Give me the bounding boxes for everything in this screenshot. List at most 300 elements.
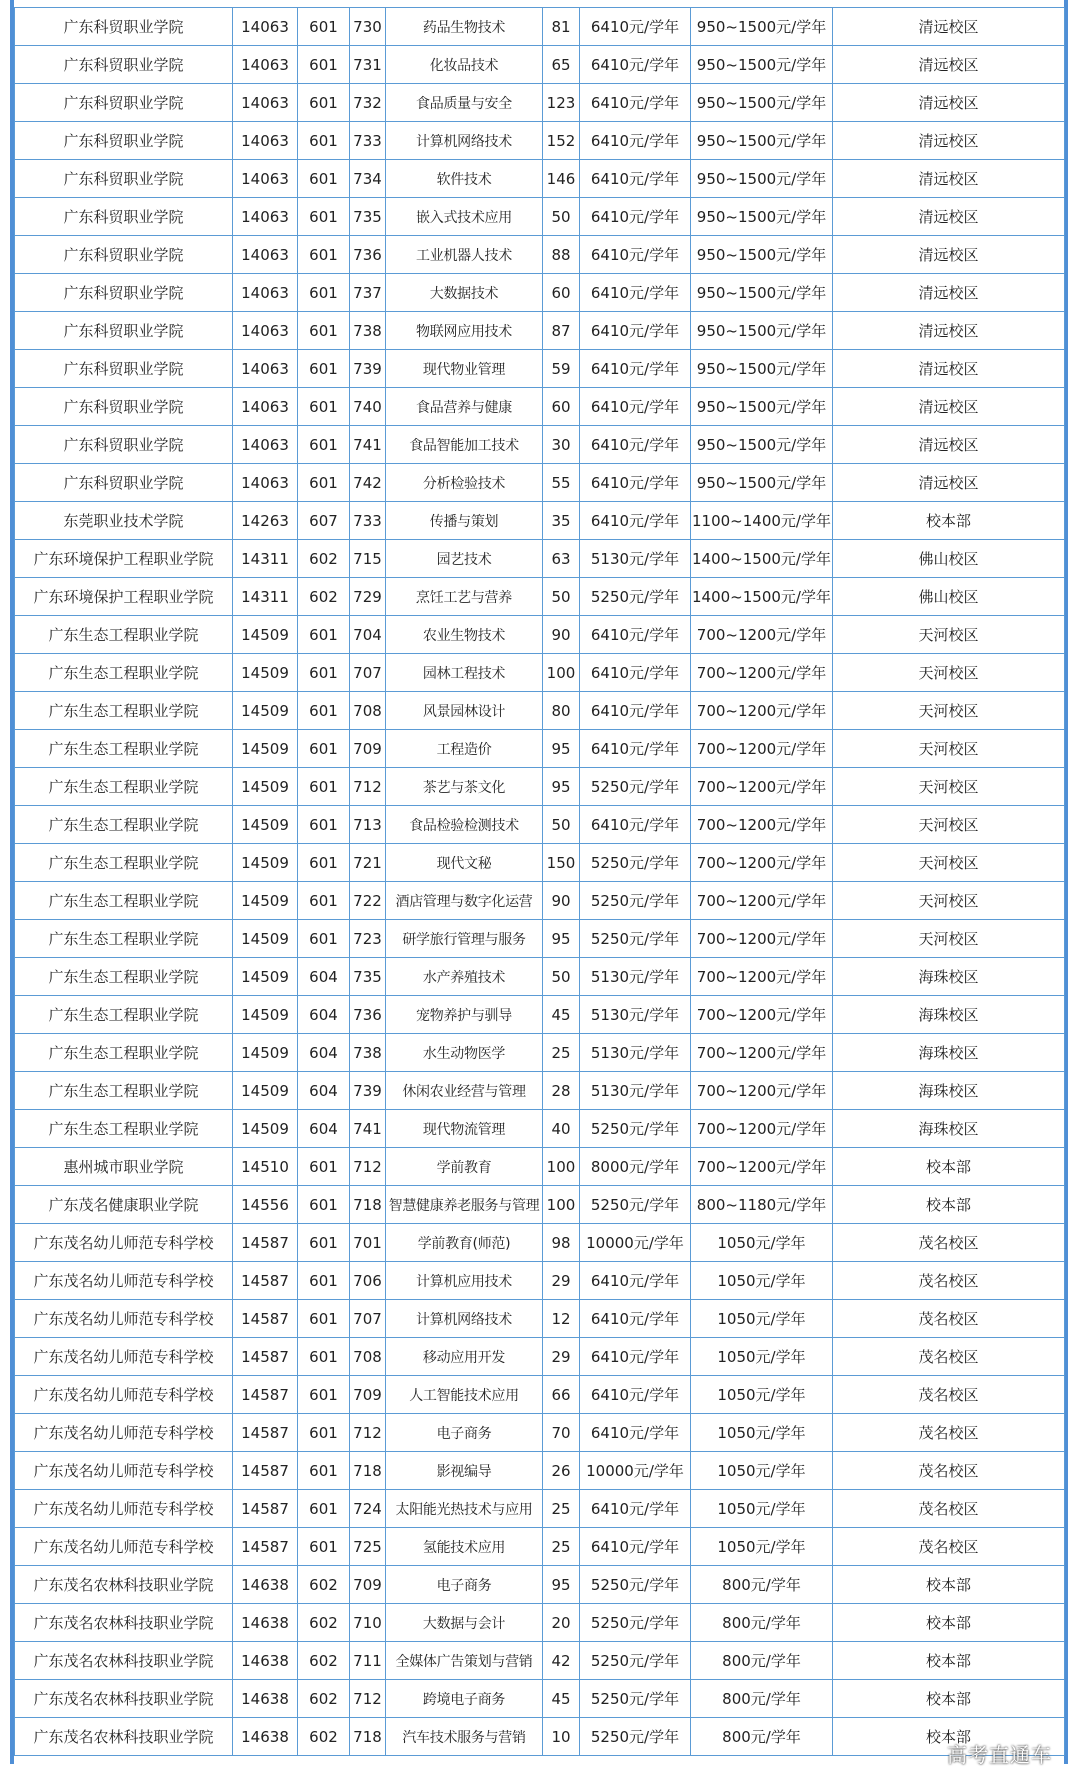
campus-cell: 清远校区 <box>833 312 1065 350</box>
major-name-cell: 氢能技术应用 <box>386 1528 543 1566</box>
school-name-cell: 广东茂名幼儿师范专科学校 <box>15 1300 233 1338</box>
enrollment-cell: 100 <box>543 654 580 692</box>
major-name-cell: 计算机网络技术 <box>386 122 543 160</box>
campus-cell: 清远校区 <box>833 350 1065 388</box>
table-row <box>15 426 1065 464</box>
tuition-cell: 6410元/学年 <box>580 1528 691 1566</box>
major-name-cell: 药品生物技术 <box>386 8 543 46</box>
school-name-cell: 广东生态工程职业学院 <box>15 730 233 768</box>
school-code-cell: 14063 <box>233 236 298 274</box>
table-row <box>15 1642 1065 1680</box>
school-name-cell: 广东茂名农林科技职业学院 <box>15 1718 233 1756</box>
major-name-cell: 现代物业管理 <box>386 350 543 388</box>
table-row <box>15 350 1065 388</box>
school-name-cell: 广东茂名幼儿师范专科学校 <box>15 1338 233 1376</box>
tuition-cell: 5250元/学年 <box>580 1642 691 1680</box>
campus-cell: 茂名校区 <box>833 1376 1065 1414</box>
dorm-fee-cell: 700~1200元/学年 <box>691 1034 833 1072</box>
tuition-cell: 6410元/学年 <box>580 236 691 274</box>
major-code-cell: 736 <box>350 236 386 274</box>
plan-code-cell: 601 <box>298 1262 350 1300</box>
campus-cell: 校本部 <box>833 1148 1065 1186</box>
table-row <box>15 84 1065 122</box>
tuition-cell: 6410元/学年 <box>580 1300 691 1338</box>
dorm-fee-cell: 1050元/学年 <box>691 1452 833 1490</box>
dorm-fee-cell: 700~1200元/学年 <box>691 692 833 730</box>
major-code-cell: 712 <box>350 1414 386 1452</box>
major-code-cell: 739 <box>350 1072 386 1110</box>
table-row <box>15 882 1065 920</box>
school-code-cell: 14063 <box>233 122 298 160</box>
school-name-cell: 广东茂名幼儿师范专科学校 <box>15 1376 233 1414</box>
major-code-cell: 713 <box>350 806 386 844</box>
major-name-cell: 嵌入式技术应用 <box>386 198 543 236</box>
tuition-cell: 6410元/学年 <box>580 198 691 236</box>
dorm-fee-cell: 1050元/学年 <box>691 1262 833 1300</box>
table-row <box>15 1718 1065 1756</box>
school-code-cell: 14587 <box>233 1262 298 1300</box>
table-row <box>15 502 1065 540</box>
enrollment-cell: 50 <box>543 578 580 616</box>
major-name-cell: 电子商务 <box>386 1566 543 1604</box>
enrollment-cell: 50 <box>543 958 580 996</box>
plan-code-cell: 601 <box>298 464 350 502</box>
enrollment-cell: 70 <box>543 1414 580 1452</box>
tuition-cell: 5250元/学年 <box>580 1566 691 1604</box>
major-name-cell: 汽车技术服务与营销 <box>386 1718 543 1756</box>
major-name-cell: 风景园林设计 <box>386 692 543 730</box>
plan-code-cell: 602 <box>298 578 350 616</box>
campus-cell: 清远校区 <box>833 198 1065 236</box>
major-name-cell: 学前教育(师范) <box>386 1224 543 1262</box>
enrollment-cell: 29 <box>543 1262 580 1300</box>
school-name-cell: 广东科贸职业学院 <box>15 8 233 46</box>
major-name-cell: 计算机应用技术 <box>386 1262 543 1300</box>
tuition-cell: 5250元/学年 <box>580 1680 691 1718</box>
enrollment-cell: 25 <box>543 1034 580 1072</box>
enrollment-cell: 40 <box>543 1110 580 1148</box>
major-code-cell: 729 <box>350 578 386 616</box>
school-code-cell: 14587 <box>233 1490 298 1528</box>
major-code-cell: 708 <box>350 692 386 730</box>
table-row <box>15 996 1065 1034</box>
campus-cell: 天河校区 <box>833 654 1065 692</box>
enrollment-cell: 45 <box>543 996 580 1034</box>
plan-code-cell: 601 <box>298 350 350 388</box>
tuition-cell: 5250元/学年 <box>580 882 691 920</box>
table-row <box>15 1566 1065 1604</box>
major-name-cell: 茶艺与茶文化 <box>386 768 543 806</box>
enrollment-cell: 60 <box>543 274 580 312</box>
school-name-cell: 广东茂名幼儿师范专科学校 <box>15 1224 233 1262</box>
enrollment-cell: 88 <box>543 236 580 274</box>
table-row <box>15 1186 1065 1224</box>
plan-code-cell: 601 <box>298 122 350 160</box>
school-name-cell: 惠州城市职业学院 <box>15 1148 233 1186</box>
plan-code-cell: 602 <box>298 1566 350 1604</box>
tuition-cell: 6410元/学年 <box>580 692 691 730</box>
table-row <box>15 1604 1065 1642</box>
major-name-cell: 农业生物技术 <box>386 616 543 654</box>
table-row <box>15 616 1065 654</box>
major-code-cell: 718 <box>350 1718 386 1756</box>
campus-cell: 天河校区 <box>833 920 1065 958</box>
table-row <box>15 540 1065 578</box>
school-name-cell: 东莞职业技术学院 <box>15 502 233 540</box>
major-code-cell: 734 <box>350 160 386 198</box>
campus-cell: 清远校区 <box>833 46 1065 84</box>
table-row <box>15 1034 1065 1072</box>
enrollment-cell: 50 <box>543 806 580 844</box>
dorm-fee-cell: 950~1500元/学年 <box>691 8 833 46</box>
school-name-cell: 广东科贸职业学院 <box>15 198 233 236</box>
school-name-cell: 广东生态工程职业学院 <box>15 1034 233 1072</box>
major-name-cell: 休闲农业经营与管理 <box>386 1072 543 1110</box>
major-name-cell: 分析检验技术 <box>386 464 543 502</box>
campus-cell: 清远校区 <box>833 8 1065 46</box>
table-row <box>15 730 1065 768</box>
school-name-cell: 广东科贸职业学院 <box>15 122 233 160</box>
school-name-cell: 广东环境保护工程职业学院 <box>15 578 233 616</box>
major-name-cell: 软件技术 <box>386 160 543 198</box>
campus-cell: 清远校区 <box>833 84 1065 122</box>
school-code-cell: 14587 <box>233 1300 298 1338</box>
tuition-cell: 6410元/学年 <box>580 502 691 540</box>
campus-cell: 天河校区 <box>833 768 1065 806</box>
tuition-cell: 6410元/学年 <box>580 84 691 122</box>
major-code-cell: 710 <box>350 1604 386 1642</box>
dorm-fee-cell: 700~1200元/学年 <box>691 920 833 958</box>
campus-cell: 校本部 <box>833 502 1065 540</box>
campus-cell: 茂名校区 <box>833 1414 1065 1452</box>
tuition-cell: 5250元/学年 <box>580 768 691 806</box>
major-code-cell: 712 <box>350 1680 386 1718</box>
major-name-cell: 食品营养与健康 <box>386 388 543 426</box>
plan-code-cell: 604 <box>298 996 350 1034</box>
campus-cell: 天河校区 <box>833 806 1065 844</box>
enrollment-cell: 63 <box>543 540 580 578</box>
dorm-fee-cell: 700~1200元/学年 <box>691 654 833 692</box>
dorm-fee-cell: 1050元/学年 <box>691 1300 833 1338</box>
plan-code-cell: 602 <box>298 1604 350 1642</box>
major-name-cell: 现代文秘 <box>386 844 543 882</box>
tuition-cell: 6410元/学年 <box>580 1376 691 1414</box>
enrollment-cell: 30 <box>543 426 580 464</box>
school-name-cell: 广东茂名幼儿师范专科学校 <box>15 1528 233 1566</box>
table-row <box>15 1414 1065 1452</box>
school-code-cell: 14509 <box>233 844 298 882</box>
major-code-cell: 724 <box>350 1490 386 1528</box>
school-code-cell: 14509 <box>233 920 298 958</box>
school-name-cell: 广东生态工程职业学院 <box>15 882 233 920</box>
dorm-fee-cell: 950~1500元/学年 <box>691 312 833 350</box>
campus-cell: 茂名校区 <box>833 1338 1065 1376</box>
school-name-cell: 广东环境保护工程职业学院 <box>15 540 233 578</box>
school-code-cell: 14063 <box>233 312 298 350</box>
school-code-cell: 14638 <box>233 1680 298 1718</box>
tuition-cell: 5250元/学年 <box>580 578 691 616</box>
table-row <box>15 1338 1065 1376</box>
plan-code-cell: 602 <box>298 1642 350 1680</box>
plan-code-cell: 601 <box>298 84 350 122</box>
table-row <box>15 274 1065 312</box>
enrollment-cell: 59 <box>543 350 580 388</box>
tuition-cell: 10000元/学年 <box>580 1452 691 1490</box>
school-code-cell: 14509 <box>233 806 298 844</box>
enrollment-cell: 81 <box>543 8 580 46</box>
school-name-cell: 广东生态工程职业学院 <box>15 806 233 844</box>
tuition-cell: 5130元/学年 <box>580 1072 691 1110</box>
enrollment-cell: 25 <box>543 1490 580 1528</box>
tuition-cell: 5130元/学年 <box>580 958 691 996</box>
school-name-cell: 广东茂名健康职业学院 <box>15 1186 233 1224</box>
enrollment-cell: 87 <box>543 312 580 350</box>
major-name-cell: 宠物养护与驯导 <box>386 996 543 1034</box>
dorm-fee-cell: 700~1200元/学年 <box>691 806 833 844</box>
plan-code-cell: 601 <box>298 1338 350 1376</box>
dorm-fee-cell: 1050元/学年 <box>691 1376 833 1414</box>
enrollment-cell: 100 <box>543 1148 580 1186</box>
enrollment-cell: 12 <box>543 1300 580 1338</box>
dorm-fee-cell: 800元/学年 <box>691 1718 833 1756</box>
dorm-fee-cell: 1050元/学年 <box>691 1490 833 1528</box>
enrollment-cell: 60 <box>543 388 580 426</box>
major-name-cell: 化妆品技术 <box>386 46 543 84</box>
campus-cell: 海珠校区 <box>833 996 1065 1034</box>
dorm-fee-cell: 700~1200元/学年 <box>691 1072 833 1110</box>
school-name-cell: 广东生态工程职业学院 <box>15 692 233 730</box>
school-name-cell: 广东茂名幼儿师范专科学校 <box>15 1414 233 1452</box>
major-code-cell: 735 <box>350 958 386 996</box>
school-code-cell: 14587 <box>233 1528 298 1566</box>
school-name-cell: 广东科贸职业学院 <box>15 46 233 84</box>
dorm-fee-cell: 950~1500元/学年 <box>691 46 833 84</box>
table-row <box>15 806 1065 844</box>
school-code-cell: 14509 <box>233 730 298 768</box>
campus-cell: 清远校区 <box>833 388 1065 426</box>
dorm-fee-cell: 1400~1500元/学年 <box>691 578 833 616</box>
plan-code-cell: 601 <box>298 1452 350 1490</box>
major-name-cell: 现代物流管理 <box>386 1110 543 1148</box>
tuition-cell: 6410元/学年 <box>580 1338 691 1376</box>
major-name-cell: 计算机网络技术 <box>386 1300 543 1338</box>
campus-cell: 天河校区 <box>833 616 1065 654</box>
campus-cell: 清远校区 <box>833 236 1065 274</box>
table-row <box>15 1376 1065 1414</box>
dorm-fee-cell: 950~1500元/学年 <box>691 122 833 160</box>
school-code-cell: 14509 <box>233 1072 298 1110</box>
enrollment-cell: 123 <box>543 84 580 122</box>
plan-code-cell: 601 <box>298 1528 350 1566</box>
table-row <box>15 464 1065 502</box>
major-name-cell: 水产养殖技术 <box>386 958 543 996</box>
tuition-cell: 6410元/学年 <box>580 654 691 692</box>
dorm-fee-cell: 1050元/学年 <box>691 1224 833 1262</box>
tuition-cell: 6410元/学年 <box>580 46 691 84</box>
enrollment-cell: 50 <box>543 198 580 236</box>
tuition-cell: 6410元/学年 <box>580 730 691 768</box>
enrollment-cell: 10 <box>543 1718 580 1756</box>
table-row <box>15 160 1065 198</box>
school-code-cell: 14509 <box>233 882 298 920</box>
plan-code-cell: 601 <box>298 8 350 46</box>
table-row <box>15 768 1065 806</box>
dorm-fee-cell: 800元/学年 <box>691 1604 833 1642</box>
table-row <box>15 1528 1065 1566</box>
school-code-cell: 14263 <box>233 502 298 540</box>
campus-cell: 校本部 <box>833 1186 1065 1224</box>
major-code-cell: 723 <box>350 920 386 958</box>
campus-cell: 清远校区 <box>833 274 1065 312</box>
major-code-cell: 736 <box>350 996 386 1034</box>
major-name-cell: 食品质量与安全 <box>386 84 543 122</box>
enrollment-cell: 35 <box>543 502 580 540</box>
table-row <box>15 1148 1065 1186</box>
major-code-cell: 741 <box>350 426 386 464</box>
plan-code-cell: 601 <box>298 426 350 464</box>
plan-code-cell: 601 <box>298 1186 350 1224</box>
school-name-cell: 广东科贸职业学院 <box>15 388 233 426</box>
school-code-cell: 14587 <box>233 1452 298 1490</box>
major-code-cell: 712 <box>350 768 386 806</box>
enrollment-cell: 100 <box>543 1186 580 1224</box>
tuition-cell: 6410元/学年 <box>580 274 691 312</box>
table-row <box>15 1072 1065 1110</box>
school-code-cell: 14587 <box>233 1414 298 1452</box>
tuition-cell: 6410元/学年 <box>580 122 691 160</box>
school-name-cell: 广东生态工程职业学院 <box>15 958 233 996</box>
plan-code-cell: 602 <box>298 540 350 578</box>
enrollment-cell: 42 <box>543 1642 580 1680</box>
dorm-fee-cell: 1400~1500元/学年 <box>691 540 833 578</box>
school-code-cell: 14509 <box>233 692 298 730</box>
dorm-fee-cell: 950~1500元/学年 <box>691 236 833 274</box>
dorm-fee-cell: 800~1180元/学年 <box>691 1186 833 1224</box>
tuition-cell: 6410元/学年 <box>580 312 691 350</box>
enrollment-cell: 90 <box>543 882 580 920</box>
major-code-cell: 709 <box>350 1566 386 1604</box>
dorm-fee-cell: 950~1500元/学年 <box>691 160 833 198</box>
major-code-cell: 707 <box>350 1300 386 1338</box>
school-name-cell: 广东茂名农林科技职业学院 <box>15 1566 233 1604</box>
table-row <box>15 8 1065 46</box>
tuition-cell: 5130元/学年 <box>580 996 691 1034</box>
school-code-cell: 14509 <box>233 616 298 654</box>
campus-cell: 天河校区 <box>833 844 1065 882</box>
school-code-cell: 14638 <box>233 1718 298 1756</box>
dorm-fee-cell: 800元/学年 <box>691 1566 833 1604</box>
plan-code-cell: 601 <box>298 160 350 198</box>
major-code-cell: 733 <box>350 502 386 540</box>
major-code-cell: 704 <box>350 616 386 654</box>
tuition-cell: 6410元/学年 <box>580 1414 691 1452</box>
tuition-cell: 6410元/学年 <box>580 426 691 464</box>
major-code-cell: 742 <box>350 464 386 502</box>
table-row <box>15 578 1065 616</box>
major-name-cell: 园艺技术 <box>386 540 543 578</box>
major-name-cell: 研学旅行管理与服务 <box>386 920 543 958</box>
dorm-fee-cell: 950~1500元/学年 <box>691 274 833 312</box>
plan-code-cell: 601 <box>298 882 350 920</box>
school-code-cell: 14063 <box>233 198 298 236</box>
school-code-cell: 14638 <box>233 1604 298 1642</box>
plan-code-cell: 601 <box>298 1300 350 1338</box>
plan-code-cell: 601 <box>298 920 350 958</box>
campus-cell: 茂名校区 <box>833 1300 1065 1338</box>
school-name-cell: 广东茂名农林科技职业学院 <box>15 1680 233 1718</box>
enrollment-cell: 80 <box>543 692 580 730</box>
campus-cell: 茂名校区 <box>833 1528 1065 1566</box>
major-name-cell: 移动应用开发 <box>386 1338 543 1376</box>
campus-cell: 天河校区 <box>833 692 1065 730</box>
plan-code-cell: 602 <box>298 1680 350 1718</box>
enrollment-cell: 95 <box>543 768 580 806</box>
school-code-cell: 14311 <box>233 578 298 616</box>
major-code-cell: 709 <box>350 1376 386 1414</box>
major-code-cell: 707 <box>350 654 386 692</box>
table-row <box>15 46 1065 84</box>
plan-code-cell: 601 <box>298 692 350 730</box>
school-code-cell: 14063 <box>233 46 298 84</box>
enrollment-cell: 25 <box>543 1528 580 1566</box>
table-row <box>15 388 1065 426</box>
tuition-cell: 6410元/学年 <box>580 806 691 844</box>
school-code-cell: 14510 <box>233 1148 298 1186</box>
school-name-cell: 广东科贸职业学院 <box>15 350 233 388</box>
table-row <box>15 844 1065 882</box>
dorm-fee-cell: 800元/学年 <box>691 1642 833 1680</box>
school-name-cell: 广东生态工程职业学院 <box>15 616 233 654</box>
school-name-cell: 广东生态工程职业学院 <box>15 996 233 1034</box>
major-code-cell: 722 <box>350 882 386 920</box>
major-name-cell: 电子商务 <box>386 1414 543 1452</box>
major-code-cell: 712 <box>350 1148 386 1186</box>
plan-code-cell: 604 <box>298 1110 350 1148</box>
plan-code-cell: 601 <box>298 274 350 312</box>
major-code-cell: 731 <box>350 46 386 84</box>
table-row <box>15 1490 1065 1528</box>
major-code-cell: 718 <box>350 1452 386 1490</box>
table-row <box>15 1300 1065 1338</box>
campus-cell: 校本部 <box>833 1680 1065 1718</box>
school-code-cell: 14063 <box>233 350 298 388</box>
plan-code-cell: 607 <box>298 502 350 540</box>
dorm-fee-cell: 700~1200元/学年 <box>691 1148 833 1186</box>
table-row <box>15 958 1065 996</box>
major-code-cell: 733 <box>350 122 386 160</box>
campus-cell: 佛山校区 <box>833 578 1065 616</box>
tuition-cell: 6410元/学年 <box>580 8 691 46</box>
major-name-cell: 全媒体广告策划与营销 <box>386 1642 543 1680</box>
school-name-cell: 广东科贸职业学院 <box>15 274 233 312</box>
major-name-cell: 太阳能光热技术与应用 <box>386 1490 543 1528</box>
plan-code-cell: 604 <box>298 1034 350 1072</box>
campus-cell: 海珠校区 <box>833 1110 1065 1148</box>
school-code-cell: 14509 <box>233 654 298 692</box>
tuition-cell: 6410元/学年 <box>580 160 691 198</box>
enrollment-cell: 95 <box>543 1566 580 1604</box>
table-row <box>15 920 1065 958</box>
enrollment-cell: 20 <box>543 1604 580 1642</box>
campus-cell: 佛山校区 <box>833 540 1065 578</box>
major-code-cell: 739 <box>350 350 386 388</box>
tuition-cell: 6410元/学年 <box>580 1262 691 1300</box>
major-name-cell: 影视编导 <box>386 1452 543 1490</box>
school-code-cell: 14638 <box>233 1642 298 1680</box>
school-code-cell: 14509 <box>233 768 298 806</box>
table-row <box>15 312 1065 350</box>
school-name-cell: 广东科贸职业学院 <box>15 236 233 274</box>
